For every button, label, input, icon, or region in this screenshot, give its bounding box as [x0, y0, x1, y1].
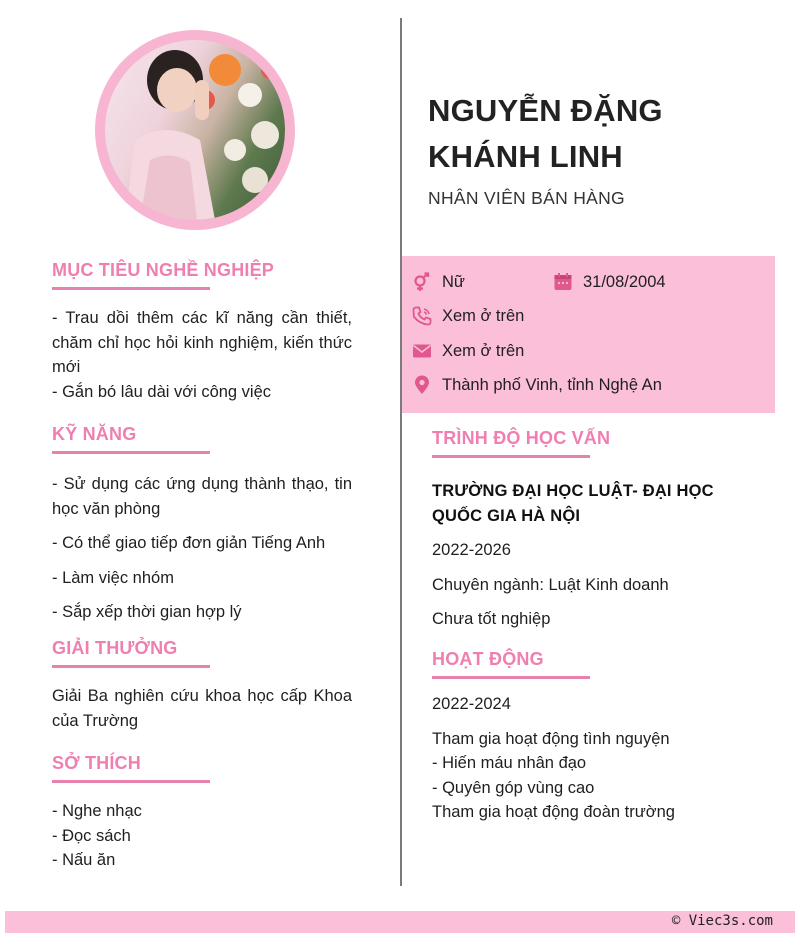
contact-email — [412, 341, 524, 361]
objective-line-2: - Gắn bó lâu dài với công việc — [52, 382, 272, 401]
skills-section — [52, 423, 352, 625]
skills-underline — [52, 451, 210, 454]
skill-item: - Sử dụng các ứng dụng thành thạo, tin học văn phòng — [52, 475, 352, 518]
contact-address — [412, 375, 662, 395]
skill-item: - Làm việc nhóm — [52, 568, 174, 587]
phone-icon — [412, 306, 432, 326]
candidate-name: NGUYỄN ĐẶNG KHÁNH LINH — [428, 93, 663, 174]
email-icon — [412, 341, 432, 361]
education-status: Chưa tốt nghiệp — [432, 610, 551, 628]
hobbies-underline — [52, 780, 210, 783]
education-major: Chuyên ngành: Luật Kinh doanh — [432, 575, 669, 594]
avatar-ring — [95, 30, 295, 230]
hobby-item: - Đọc sách — [52, 826, 131, 845]
hobby-item: - Nghe nhạc — [52, 802, 142, 820]
calendar-icon — [553, 272, 573, 292]
objective-title: MỤC TIÊU NGHỀ NGHIỆP — [52, 260, 275, 280]
education-underline — [432, 455, 590, 458]
skill-item: - Sắp xếp thời gian hợp lý — [52, 603, 242, 621]
skills-title: KỸ NĂNG — [52, 424, 137, 444]
avatar — [105, 40, 285, 220]
awards-underline — [52, 665, 210, 668]
activities-section — [432, 648, 762, 825]
column-divider — [400, 18, 402, 886]
footer-bar — [5, 911, 795, 933]
activity-line: - Hiến máu nhân đạo — [432, 754, 587, 772]
location-icon — [412, 375, 432, 395]
objective-underline — [52, 287, 210, 290]
activities-underline — [432, 676, 590, 679]
activities-years: 2022-2024 — [432, 695, 511, 713]
education-title: TRÌNH ĐỘ HỌC VẤN — [432, 428, 611, 448]
gender-icon — [412, 272, 432, 292]
contact-phone — [412, 306, 524, 326]
activity-line: Tham gia hoạt động đoàn trường — [432, 803, 675, 821]
activity-line: Tham gia hoạt động tình nguyện — [432, 729, 670, 748]
objective-section — [52, 259, 352, 404]
awards-text: Giải Ba nghiên cứu khoa học cấp Khoa của Trường — [52, 687, 352, 730]
hobbies-section — [52, 752, 352, 873]
contact-gender — [412, 272, 465, 292]
address-value: Thành phố Vinh, tỉnh Nghệ An — [442, 375, 662, 394]
activity-line: - Quyên góp vùng cao — [432, 778, 595, 797]
education-section — [432, 427, 762, 632]
contact-birthdate — [553, 272, 666, 292]
hobby-item: - Nấu ăn — [52, 851, 116, 869]
contact-box — [402, 256, 775, 413]
education-school: TRƯỜNG ĐẠI HỌC LUẬT- ĐẠI HỌC QUỐC GIA HÀ NỘI — [432, 482, 714, 525]
education-years: 2022-2026 — [432, 541, 511, 559]
awards-section — [52, 637, 352, 733]
phone-value[interactable]: Xem ở trên — [442, 306, 525, 325]
email-value[interactable]: Xem ở trên — [442, 341, 525, 360]
avatar-photo — [105, 40, 285, 220]
birthdate-value: 31/08/2004 — [583, 272, 666, 291]
objective-line-1: - Trau dồi thêm các kĩ năng cần thiết, chăm chỉ học hỏi kinh nghiệm, kiến thức mới — [52, 309, 352, 376]
hobbies-title: SỞ THÍCH — [52, 753, 141, 773]
activities-title: HOẠT ĐỘNG — [432, 649, 544, 669]
skill-item: - Có thể giao tiếp đơn giản Tiếng Anh — [52, 534, 326, 552]
footer-credit[interactable]: © Viec3s.com — [671, 913, 773, 929]
awards-title: GIẢI THƯỞNG — [52, 638, 178, 658]
candidate-role: NHÂN VIÊN BÁN HÀNG — [428, 188, 625, 208]
gender-value: Nữ — [442, 272, 465, 291]
